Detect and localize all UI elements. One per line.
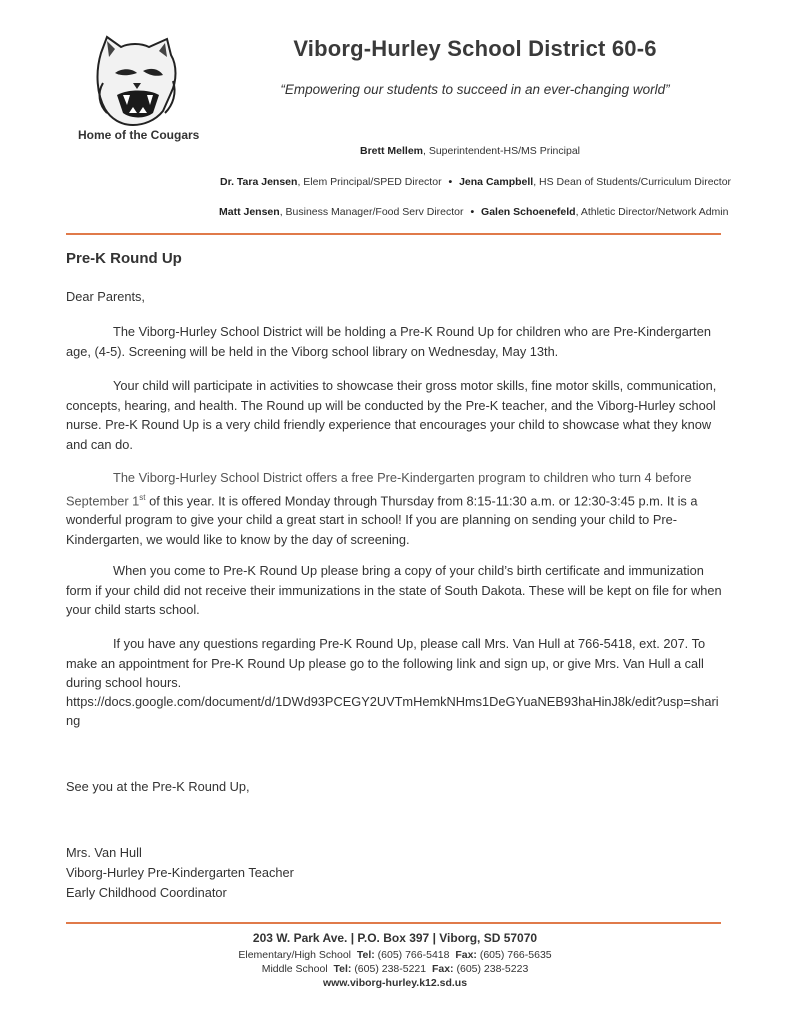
paragraph-3-text-b: of this year. It is offered Monday through Thursday from 8:15-11:30 a.m. or 12:30-3:45 p.m. It is a wonderful program to give your child a great start in school! If you are planning on sending your child to Pre-Kindergarten, we would like to know by the day of screening. [66, 492, 698, 547]
tel-label: Tel: [333, 963, 352, 975]
staff-name: Jena Campbell [459, 176, 534, 188]
staff-role: , Superintendent-HS/MS Principal [423, 145, 580, 157]
home-tagline: Home of the Cougars [78, 128, 200, 142]
closing: See you at the Pre-K Round Up, [66, 779, 250, 794]
ms-label: Middle School [261, 963, 328, 975]
paragraph-4: When you come to Pre-K Round Up please bring a copy of your child’s birth certificate and immunization form if your child did not receive their immunizations in the state of South Dakota. These will be kept on file for when your child starts school. [66, 563, 722, 617]
elem-tel: (605) 766-5418 [377, 949, 450, 961]
staff-line-3 [219, 206, 728, 218]
paragraph-3-text-a: The Viborg-Hurley School District offers a free Pre-Kindergarten program to children who turn 4 before September 1 [66, 470, 692, 508]
staff-role: , Elem Principal/SPED Director [297, 176, 442, 188]
footer-website [200, 976, 590, 990]
staff-line-2 [220, 176, 731, 188]
signup-link-continued[interactable]: ng [66, 713, 81, 728]
staff-line-1 [230, 145, 710, 157]
paragraph-3 [66, 468, 726, 549]
staff-name: Dr. Tara Jensen [220, 176, 298, 188]
greeting: Dear Parents, [66, 289, 145, 304]
letter-title: Pre-K Round Up [66, 250, 182, 267]
fax-label: Fax: [431, 963, 454, 975]
superscript-st: st [139, 492, 146, 502]
bullet: • [470, 206, 475, 218]
elem-label: Elementary/High School [238, 949, 351, 961]
bullet: • [448, 176, 453, 188]
fax-label: Fax: [455, 949, 477, 961]
paragraph-5: If you have any questions regarding Pre-K Round Up, please call Mrs. Van Hull at 766-5418, ext. 207. To make an appointment for Pre-K Round Up please go to the following link and sign up, or give Mrs. Van Hull a call during school hours. [66, 636, 706, 690]
staff-role: , Athletic Director/Network Admin [575, 206, 729, 218]
staff-role: , Business Manager/Food Serv Director [279, 206, 464, 218]
staff-name: Matt Jensen [219, 206, 280, 218]
address: 203 W. Park Ave. | P.O. Box 397 | Viborg, SD 57070 [252, 931, 538, 945]
paragraph-2: Your child will participate in activities to showcase their gross motor skills, fine motor skills, communication, concepts, hearing, and health. The Round up will be conducted by the Pre-K teacher, and the Viborg-Hurley school nurse. Pre-K Round Up is a very child friendly experience that encourages your child to showcase what they know and can do. [66, 378, 717, 452]
paragraph-1: The Viborg-Hurley School District will be holding a Pre-K Round Up for children who are Pre-Kindergarten age, (4-5). Screening will be held in the Viborg school library on Wednesday, May 13th. [66, 324, 711, 359]
staff-name: Brett Mellem [359, 145, 423, 157]
elem-fax: (605) 766-5635 [479, 949, 552, 961]
cougar-logo-icon [93, 33, 179, 127]
footer-elem-contact [200, 948, 590, 962]
signup-link[interactable]: https://docs.google.com/document/d/1DWd93PCEGY2UVTmHemkNHms1DeGYuaNEB93haHinJ8k/edit?usp=shari [66, 694, 719, 709]
signature-role: Early Childhood Coordinator [66, 885, 227, 900]
header-divider [66, 233, 721, 235]
signature-name: Mrs. Van Hull [66, 845, 142, 860]
staff-name: Galen Schoenefeld [481, 206, 576, 218]
footer-ms-contact [200, 962, 590, 976]
ms-fax: (605) 238-5223 [456, 963, 529, 975]
tel-label: Tel: [356, 949, 375, 961]
district-motto: “Empowering our students to succeed in an ever-changing world” [280, 82, 670, 97]
website-link[interactable]: www.viborg-hurley.k12.sd.us [322, 977, 468, 989]
signature-title: Viborg-Hurley Pre-Kindergarten Teacher [66, 865, 294, 880]
footer-divider [66, 922, 721, 924]
ms-tel: (605) 238-5221 [354, 963, 427, 975]
district-name: Viborg-Hurley School District 60-6 [293, 36, 657, 61]
footer-address [200, 931, 590, 946]
staff-role: , HS Dean of Students/Curriculum Director [533, 176, 732, 188]
